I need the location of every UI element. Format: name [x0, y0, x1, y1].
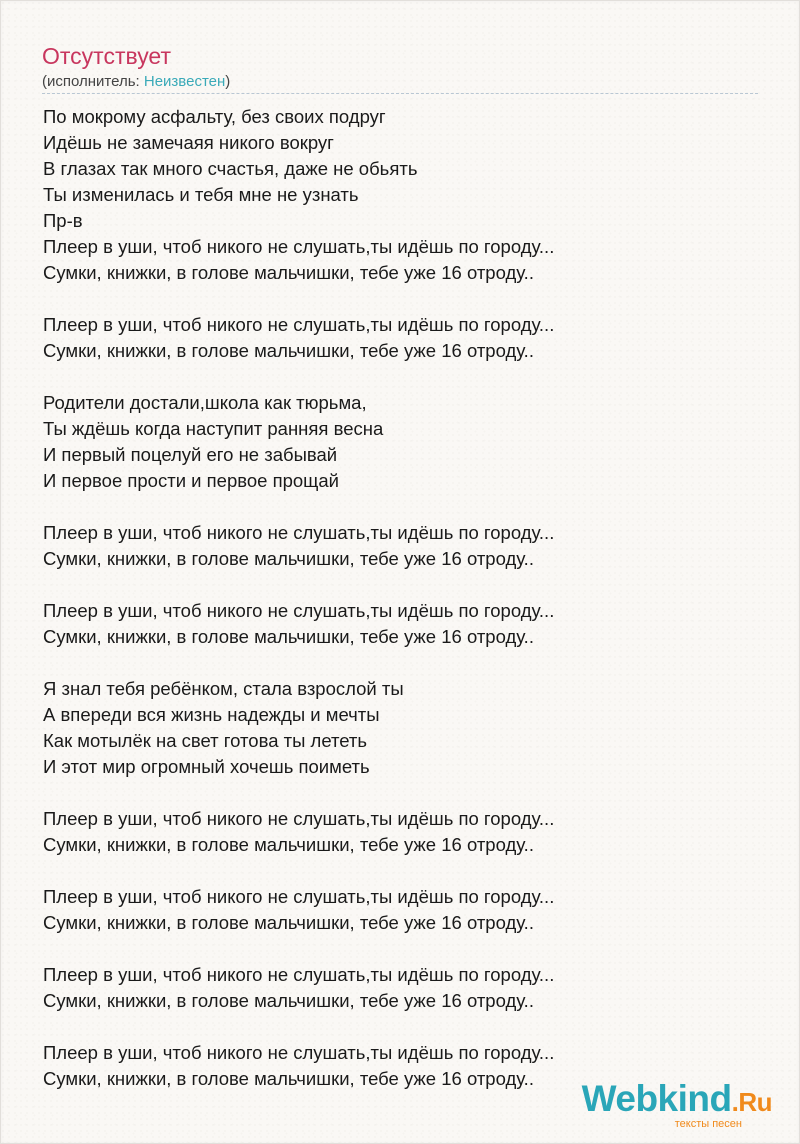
- lyric-line: Я знал тебя ребёнком, стала взрослой ты: [43, 678, 404, 699]
- lyric-line: В глазах так много счастья, даже не обьять: [43, 158, 418, 179]
- lyric-line: Сумки, книжки, в голове мальчишки, тебе уже 16 отроду..: [43, 626, 534, 647]
- lyric-line: Родители достали,школа как тюрьма,: [43, 392, 367, 413]
- lyric-line: Идёшь не замечаяя никого вокруг: [43, 132, 334, 153]
- artist-name-link[interactable]: Неизвестен: [143, 73, 226, 90]
- lyric-line: Плеер в уши, чтоб никого не слушать,ты идёшь по городу...: [43, 314, 555, 335]
- lyric-line: И этот мир огромный хочешь поиметь: [43, 756, 370, 777]
- lyric-line: Как мотылёк на свет готова ты лететь: [43, 730, 368, 751]
- lyric-blank-line: [43, 1014, 763, 1040]
- lyric-line: Пр-в: [43, 210, 83, 231]
- lyric-line: И первый поцелуй его не забывай: [43, 444, 338, 465]
- lyric-line: Ты ждёшь когда наступит ранняя весна: [43, 418, 384, 439]
- lyric-line: Плеер в уши, чтоб никого не слушать,ты идёшь по городу...: [43, 964, 555, 985]
- lyric-line: Плеер в уши, чтоб никого не слушать,ты идёшь по городу...: [43, 808, 555, 829]
- watermark-logo: [581, 1078, 772, 1130]
- song-header: [42, 42, 758, 92]
- watermark-brand: [581, 1078, 772, 1120]
- watermark-brand-name: Webkind: [581, 1078, 732, 1119]
- lyric-line: Сумки, книжки, в голове мальчишки, тебе уже 16 отроду..: [43, 912, 534, 933]
- lyric-blank-line: [43, 936, 763, 962]
- lyric-line: По мокрому асфальту, без своих подруг: [43, 106, 386, 127]
- lyric-line: Плеер в уши, чтоб никого не слушать,ты идёшь по городу...: [43, 236, 555, 257]
- lyric-line: Сумки, книжки, в голове мальчишки, тебе уже 16 отроду..: [43, 1068, 534, 1089]
- lyric-line: Сумки, книжки, в голове мальчишки, тебе уже 16 отроду..: [43, 834, 534, 855]
- artist-prefix: (исполнитель:: [42, 73, 144, 90]
- lyric-line: Сумки, книжки, в голове мальчишки, тебе уже 16 отроду..: [43, 548, 534, 569]
- watermark-brand-tld: .Ru: [731, 1087, 772, 1117]
- lyric-blank-line: [43, 572, 763, 598]
- lyric-line: Сумки, книжки, в голове мальчишки, тебе уже 16 отроду..: [43, 340, 534, 361]
- lyric-blank-line: [43, 650, 763, 676]
- lyric-line: И первое прости и первое прощай: [43, 470, 340, 491]
- artist-suffix: ): [225, 73, 231, 90]
- lyric-line: Сумки, книжки, в голове мальчишки, тебе уже 16 отроду..: [43, 262, 534, 283]
- lyric-blank-line: [43, 858, 763, 884]
- lyric-line: Плеер в уши, чтоб никого не слушать,ты идёшь по городу...: [43, 886, 555, 907]
- lyric-blank-line: [43, 780, 763, 806]
- lyric-line: А впереди вся жизнь надежды и мечты: [43, 704, 380, 725]
- artist-line: [42, 72, 758, 92]
- lyric-line: Плеер в уши, чтоб никого не слушать,ты идёшь по городу...: [43, 600, 555, 621]
- lyrics-body: [43, 104, 763, 1092]
- lyric-blank-line: [43, 364, 763, 390]
- song-title: Отсутствует: [42, 43, 171, 69]
- lyric-blank-line: [43, 494, 763, 520]
- lyric-line: Ты изменилась и тебя мне не узнать: [43, 184, 359, 205]
- lyric-blank-line: [43, 286, 763, 312]
- header-divider: [42, 93, 758, 94]
- lyric-line: Плеер в уши, чтоб никого не слушать,ты идёшь по городу...: [43, 1042, 555, 1063]
- lyric-line: Сумки, книжки, в голове мальчишки, тебе уже 16 отроду..: [43, 990, 534, 1011]
- lyric-line: Плеер в уши, чтоб никого не слушать,ты идёшь по городу...: [43, 522, 555, 543]
- watermark-tagline: тексты песен: [674, 1118, 742, 1130]
